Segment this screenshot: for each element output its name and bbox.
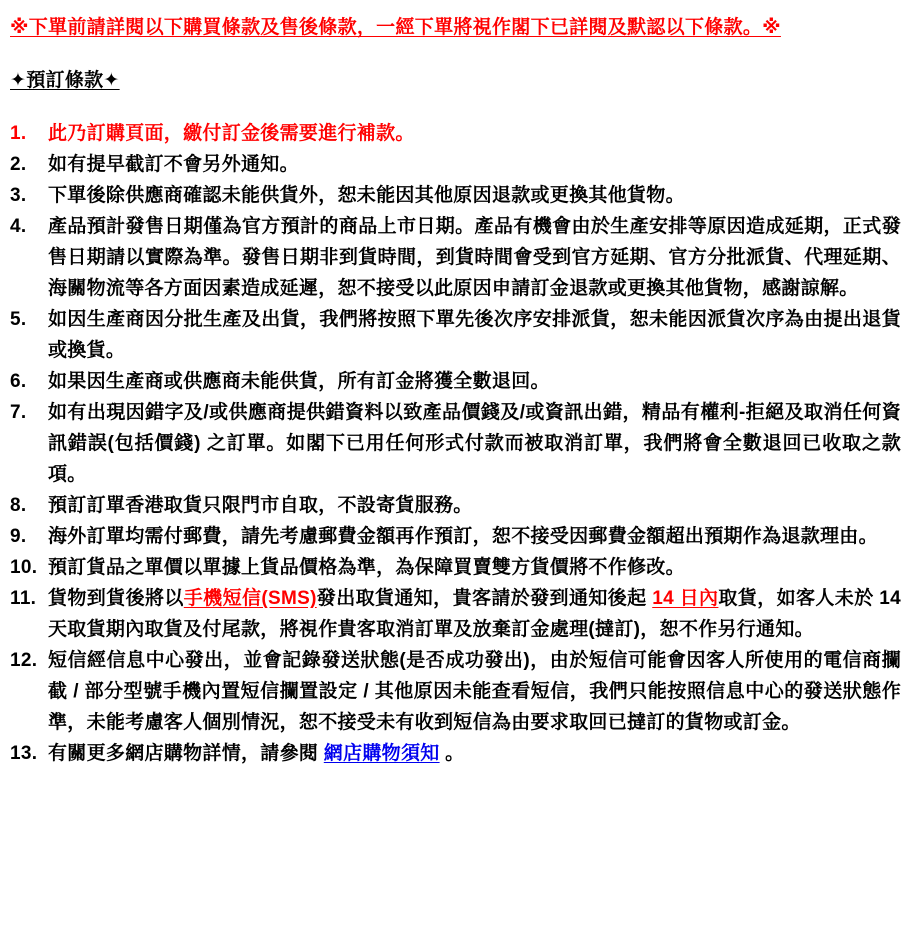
term-text-segment: 有關更多網店購物詳情，請參閱 [48,743,324,764]
term-number: 9. [10,526,27,547]
term-number: 8. [10,495,27,516]
term-number: 13. [10,743,38,764]
term-item-8 [10,490,901,521]
term-text-segment: 如有提早截訂不會另外通知。 [48,154,299,175]
term-item-7 [10,397,901,490]
term-text-segment: 發出取貨通知，貴客請於發到通知後起 [316,588,653,609]
term-number: 4. [10,216,27,237]
term-number: 6. [10,371,27,392]
term-text-segment: 短信經信息中心發出，並會記錄發送狀態(是否成功發出)，由於短信可能會因客人所使用的電信商攔截 / 部分型號手機內置短信攔置設定 / 其他原因未能查看短信，我們只能按照信息中心的發送狀態作準，未能考慮客人個別情況，恕不接受未有收到短信為由要求取回已撻訂的貨物或訂金。 [48,650,901,733]
term-text-segment: 產品預計發售日期僅為官方預計的商品上市日期。產品有機會由於生產安排等原因造成延期，正式發售日期請以實際為準。發售日期非到貨時間，到貨時間會受到官方延期、官方分批派貨、代理延期、海關物流等各方面因素造成延遲，恕不接受以此原因申請訂金退款或更換其他貨物，感謝諒解。 [48,216,901,299]
term-item-12 [10,645,901,738]
term-text-segment: 此乃訂購頁面，繳付訂金後需要進行補款。 [48,123,415,144]
term-item-11 [10,583,901,645]
term-text [48,366,901,397]
term-number: 1. [10,123,27,144]
term-text [48,397,901,490]
term-text-segment: 如果因生產商或供應商未能供貨，所有訂金將獲全數退回。 [48,371,550,392]
shop-guide-link[interactable]: 網店購物須知 [323,743,440,764]
term-item-10 [10,552,901,583]
term-number: 10. [10,557,38,578]
term-number: 5. [10,309,27,330]
term-item-2 [10,149,901,180]
pickup-deadline-highlight: 14 日內 [652,588,719,609]
term-text-segment: 預訂訂單香港取貨只限門市自取，不設寄貨服務。 [48,495,473,516]
term-text-segment: 貨物到貨後將以 [48,588,184,609]
term-text [48,118,901,149]
term-text [48,583,901,645]
term-text [48,645,901,738]
term-number: 12. [10,650,38,671]
term-text-segment: 預訂貨品之單價以單據上貨品價格為準，為保障買賣雙方貨價將不作修改。 [48,557,685,578]
term-item-9 [10,521,901,552]
term-text [48,304,901,366]
term-item-3 [10,180,901,211]
term-item-13 [10,738,901,769]
term-text-segment: 海外訂單均需付郵費，請先考慮郵費金額再作預訂，恕不接受因郵費金額超出預期作為退款理由。 [48,526,878,547]
term-text-segment: 下單後除供應商確認未能供貨外，恕未能因其他原因退款或更換其他貨物。 [48,185,685,206]
term-item-6 [10,366,901,397]
term-number: 11. [10,588,37,609]
term-text [48,149,901,180]
term-text [48,490,901,521]
term-item-5 [10,304,901,366]
term-text [48,521,901,552]
term-item-1 [10,118,901,149]
term-text [48,211,901,304]
section-header: ✦預訂條款✦ [10,70,120,91]
term-text-segment: 取貨，如客人未於 14 天取貨期內取貨及付尾款，將視作貴客取消訂單及放棄訂金處理(撻訂)，恕不作另行通知。 [48,588,901,640]
term-text [48,738,901,769]
sms-highlight: 手機短信(SMS) [183,588,317,609]
term-text-segment: 。 [439,743,465,764]
term-number: 7. [10,402,27,423]
term-number: 2. [10,154,27,175]
term-text-segment: 如有出現因錯字及/或供應商提供錯資料以致產品價錢及/或資訊出錯，精品有權利-拒絕及取消任何資訊錯誤(包括價錢) 之訂單。如閣下已用任何形式付款而被取消訂單，我們將會全數退回已收取之款項。 [48,402,901,485]
term-text [48,552,901,583]
terms-list [10,118,901,769]
term-number: 3. [10,185,27,206]
term-text [48,180,901,211]
page-title: ※下單前請詳閱以下購買條款及售後條款，一經下單將視作閣下已詳閱及默認以下條款。※ [10,17,781,38]
term-item-4 [10,211,901,304]
term-text-segment: 如因生產商因分批生產及出貨，我們將按照下單先後次序安排派貨，恕未能因派貨次序為由提出退貨或換貨。 [48,309,901,361]
